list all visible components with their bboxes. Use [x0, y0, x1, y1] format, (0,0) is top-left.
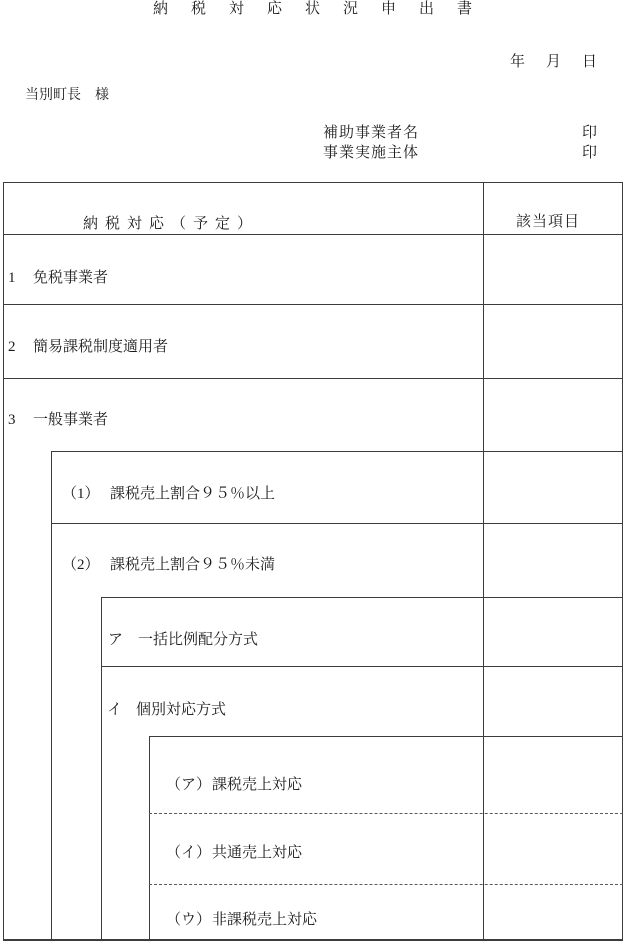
row-label: 課税売上割合９５％未満	[110, 557, 276, 573]
row-number: 1	[8, 270, 16, 286]
row-label: 一括比例配分方式	[138, 632, 259, 648]
row-label: 課税売上対応	[212, 777, 303, 793]
row-number: （2）	[62, 557, 100, 573]
row-label: 課税売上割合９５％以上	[110, 486, 276, 502]
row-number: 2	[8, 339, 16, 355]
entry-cell	[484, 814, 622, 884]
row-number: （イ）	[166, 845, 212, 861]
entry-cell	[484, 667, 622, 736]
table-top-border	[3, 182, 623, 183]
signer-label: 事業実施主体	[323, 145, 420, 161]
indent-level2-border	[101, 597, 102, 941]
entry-cell	[484, 598, 622, 666]
entry-cell	[484, 379, 622, 451]
row-number: ア	[108, 632, 124, 648]
entry-cell	[484, 524, 622, 597]
row-number: （ア）	[166, 777, 212, 793]
column-header-items: 納税対応（予定）	[83, 216, 260, 232]
form-title: 納税対応状況申出書	[153, 1, 496, 17]
row-number: （ウ）	[166, 912, 212, 928]
entry-cell	[484, 737, 622, 813]
indent-level1-border	[51, 451, 52, 941]
seal-mark: 印	[582, 145, 598, 161]
row-number: （1）	[62, 486, 100, 502]
row-label: 非課税売上対応	[212, 912, 318, 928]
row-label: 共通売上対応	[212, 845, 303, 861]
column-header-applicable: 該当項目	[516, 214, 581, 230]
entry-cell	[484, 885, 622, 939]
row-number: イ	[107, 702, 123, 718]
row-number: 3	[8, 412, 16, 428]
seal-mark: 印	[582, 125, 598, 141]
row-label: 免税事業者	[33, 270, 109, 286]
table-left-border	[3, 182, 4, 941]
entry-cell	[484, 235, 622, 304]
entry-cell	[484, 452, 622, 523]
entry-cell	[484, 305, 622, 378]
addressee: 当別町長 様	[25, 88, 109, 103]
table-right-border	[622, 182, 623, 941]
row-label: 個別対応方式	[136, 702, 227, 718]
signer-label: 補助事業者名	[323, 125, 420, 141]
date-field: 年 月 日	[510, 54, 601, 70]
row-label: 一般事業者	[33, 412, 109, 428]
row-label: 簡易課税制度適用者	[33, 339, 169, 355]
indent-level3-border	[149, 736, 150, 941]
